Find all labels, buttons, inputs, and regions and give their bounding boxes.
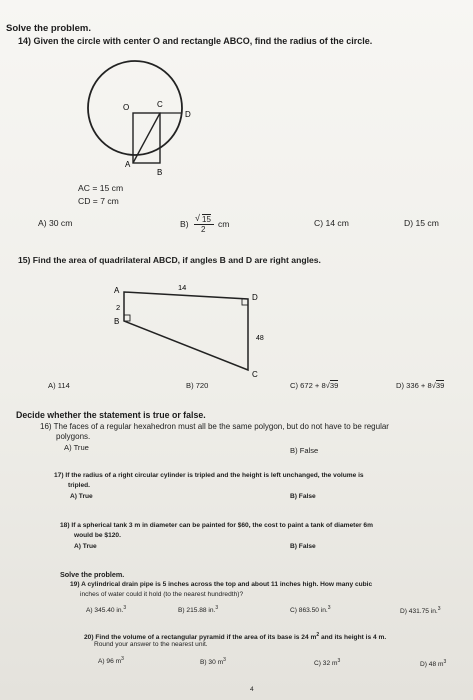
q20-choice-c: [314, 656, 340, 669]
q15-figure: [108, 278, 278, 383]
q15-right-angle-b: [124, 315, 130, 321]
q19-choice-a-text: A) 345.40 in.: [86, 607, 124, 615]
q18-text-line1: 18) If a spherical tank 3 m in diameter can be painted for $60, the cost to paint a tank of diameter 6m: [60, 522, 373, 529]
q19-choice-b-text: B) 215.88 in.: [178, 607, 216, 615]
q15-choice-c-prefix: C) 672 + 8: [290, 381, 326, 390]
q14-choice-b-denominator: 2: [201, 225, 206, 234]
q15-choice-b: B) 720: [186, 381, 209, 390]
q16-text-line2: polygons.: [56, 432, 91, 441]
q20-choice-c-exponent: 3: [337, 658, 341, 664]
q15-choice-d-prefix: D) 336 + 8: [396, 381, 432, 390]
q15-side-48: 48: [256, 335, 264, 342]
q15-quadrilateral: [124, 292, 248, 370]
q15-choice-d-radicand: 39: [435, 381, 445, 390]
q20-choice-c-text: C) 32 m: [314, 660, 338, 668]
q14-choice-d: D) 15 cm: [404, 218, 439, 228]
q15-label-b: B: [114, 317, 120, 326]
q15-choice-a: A) 114: [48, 381, 70, 390]
q19-choice-a-exponent: 3: [123, 605, 127, 611]
q14-choice-b-sqrt-sign: √: [195, 213, 200, 223]
q18-choice-false: B) False: [290, 543, 316, 550]
q15-label-a: A: [114, 286, 120, 295]
q14-label-c: C: [157, 100, 163, 109]
q15-choice-c: [290, 381, 338, 391]
q19-text-line1: 19) A cylindrical drain pipe is 5 inches across the top and about 11 inches high. How many cubic: [70, 581, 373, 588]
q14-given-ac: AC = 15 cm: [78, 183, 124, 193]
q20-choice-d: [420, 657, 446, 670]
q15-choice-c-radicand: 39: [329, 381, 339, 390]
q20-choice-d-exponent: 3: [443, 659, 447, 665]
q14-choice-a: A) 30 cm: [38, 218, 73, 228]
q14-label-o: O: [123, 103, 130, 112]
q16-choice-false: B) False: [290, 446, 319, 455]
q17-text-line2: tripled.: [68, 482, 90, 489]
q19-choice-c-exponent: 3: [327, 605, 331, 611]
q14-label-b: B: [157, 168, 163, 177]
q14-given-cd: CD = 7 cm: [78, 196, 119, 206]
q14-choice-b-unit: cm: [218, 219, 230, 229]
section-heading-true-false: Decide whether the statement is true or false.: [16, 410, 206, 420]
q19-choice-b-exponent: 3: [215, 605, 219, 611]
q14-figure: [75, 55, 210, 180]
q14-circle: [88, 61, 182, 155]
q19-choice-d-exponent: 3: [437, 606, 441, 612]
q14-label-d: D: [185, 110, 191, 119]
q17-choice-false: B) False: [290, 493, 316, 500]
q19-choice-d: [400, 604, 441, 617]
q15-label-d: D: [252, 293, 258, 302]
q14-label-a: A: [125, 160, 131, 169]
q15-side-14: 14: [178, 283, 187, 292]
q16-choice-true: A) True: [64, 443, 89, 452]
q15-label-c: C: [252, 370, 258, 379]
q20-base-exponent: 2: [316, 632, 320, 638]
q17-text-line1: 17) If the radius of a right circular cylinder is tripled and the height is left unchanged, the volume is: [54, 472, 364, 479]
q14-choice-b-radicand: 15: [202, 215, 211, 224]
q19-choice-b: [178, 603, 218, 616]
q15-choice-d: [396, 381, 444, 391]
q14-diagonal-ac: [133, 113, 160, 163]
q19-choice-c-text: C) 863.50 in.: [290, 607, 328, 615]
q19-choice-a: [86, 603, 126, 616]
q19-choice-c: [290, 603, 331, 616]
q15-choice-c-sqrt-sign: √: [325, 381, 330, 390]
q14-choice-c: C) 14 cm: [314, 218, 349, 228]
q16-text-line1: 16) The faces of a regular hexahedron must all be the same polygon, but do not have to be regular: [40, 422, 389, 431]
page-number: 4: [250, 686, 254, 693]
question-14-text: 14) Given the circle with center O and rectangle ABCO, find the radius of the circle.: [18, 36, 373, 46]
q20-choice-b: [200, 655, 226, 668]
section-heading-solve: Solve the problem.: [6, 23, 91, 34]
q20-text-line1-b: and its height is 4 m.: [319, 634, 387, 642]
q20-text-line2: Round your answer to the nearest unit.: [94, 641, 208, 648]
q20-choice-b-text: B) 30 m: [200, 659, 224, 667]
q15-right-angle-d: [242, 299, 248, 305]
q20-choice-b-exponent: 3: [223, 657, 226, 663]
q17-choice-true: A) True: [70, 493, 93, 500]
q15-choice-d-sqrt-sign: √: [431, 381, 436, 390]
q18-text-line2: would be $120.: [74, 532, 121, 539]
q19-text-line2: inches of water could it hold (to the nearest hundredth)?: [80, 591, 244, 598]
q20-choice-a-exponent: 3: [121, 656, 124, 662]
question-15-text: 15) Find the area of quadrilateral ABCD, if angles B and D are right angles.: [18, 255, 321, 265]
section-heading-solve-2: Solve the problem.: [60, 570, 125, 579]
q20-choice-a-text: A) 96 m: [98, 658, 122, 666]
q14-choice-b-prefix: B): [180, 219, 189, 229]
q15-side-2: 2: [116, 303, 121, 312]
q18-choice-true: A) True: [74, 543, 97, 550]
q20-text-line1-a: 20) Find the volume of a rectangular pyramid if the area of its base is 24 m: [84, 634, 317, 642]
q20-choice-a: [98, 654, 124, 667]
q20-choice-d-text: D) 48 m: [420, 661, 444, 669]
q19-choice-d-text: D) 431.75 in.: [400, 608, 438, 616]
